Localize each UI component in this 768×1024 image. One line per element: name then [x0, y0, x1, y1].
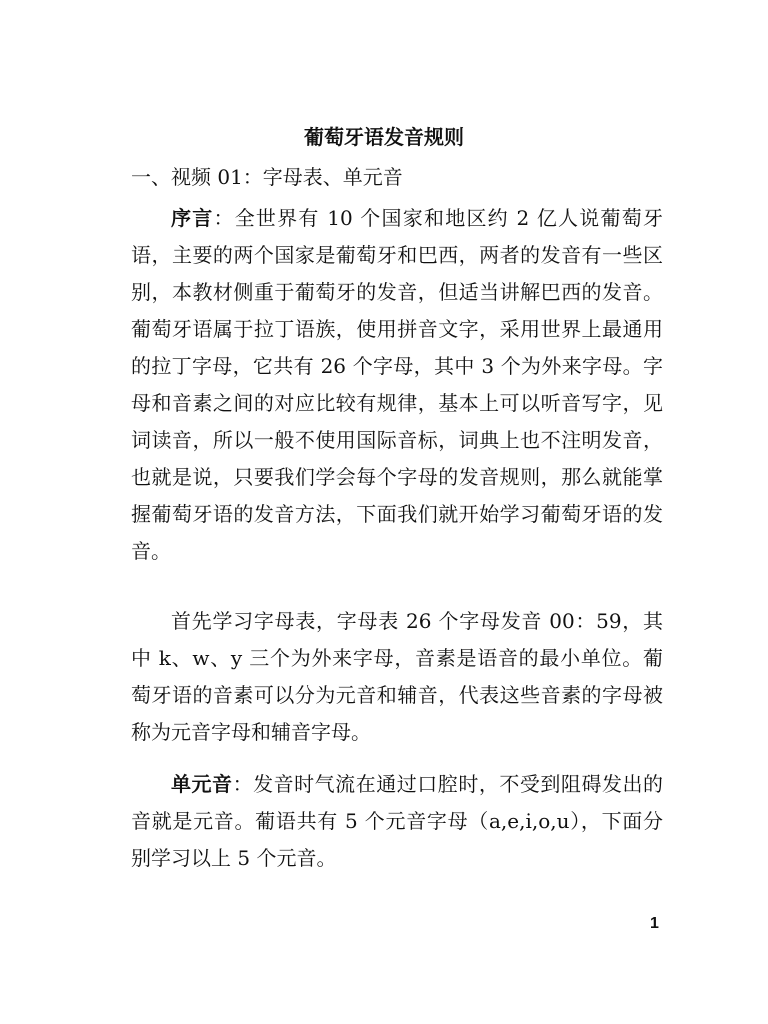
paragraph-text-alphabet: 首先学习字母表，字母表 26 个字母发音 00：59，其中 k、w、y 三个为外来字母，音素是语音的最小单位。葡萄牙语的音素可以分为元音和辅音，代表这些音素的字母被称为元音字母和辅音字母。	[131, 609, 663, 744]
page-number: 1	[650, 915, 659, 932]
paragraph-lead-preface: 序言	[171, 206, 214, 230]
page-title: 葡萄牙语发音规则	[304, 125, 464, 149]
paragraph-text-preface: ：全世界有 10 个国家和地区约 2 亿人说葡萄牙语，主要的两个国家是葡萄牙和巴西，两者的发音有一些区别，本教材侧重于葡萄牙的发音，但适当讲解巴西的发音。葡萄牙语属于拉丁语族，使用拼音文字，采用世界上最通用的拉丁字母，它共有 26 个字母，其中 3 个为外来字母。字母和音素之间的对应比较有规律，基本上可以听音写字，见词读音，所以一般不使用国际音标，词典上也不注明发音，也就是说，只要我们学会每个字母的发音规则，那么就能掌握葡萄牙语的发音方法，下面我们就开始学习葡萄牙语的发音。	[131, 206, 663, 563]
paragraph-preface	[131, 200, 663, 570]
paragraph-vowels	[131, 766, 663, 877]
paragraph-text-vowels: ：发音时气流在通过口腔时，不受到阻碍发出的音就是元音。葡语共有 5 个元音字母（a,e,i,o,u），下面分别学习以上 5 个元音。	[131, 772, 664, 870]
paragraph-lead-vowels: 单元音	[171, 772, 233, 796]
section-heading: 一、视频 01：字母表、单元音	[131, 165, 403, 189]
paragraph-alphabet	[131, 603, 663, 751]
